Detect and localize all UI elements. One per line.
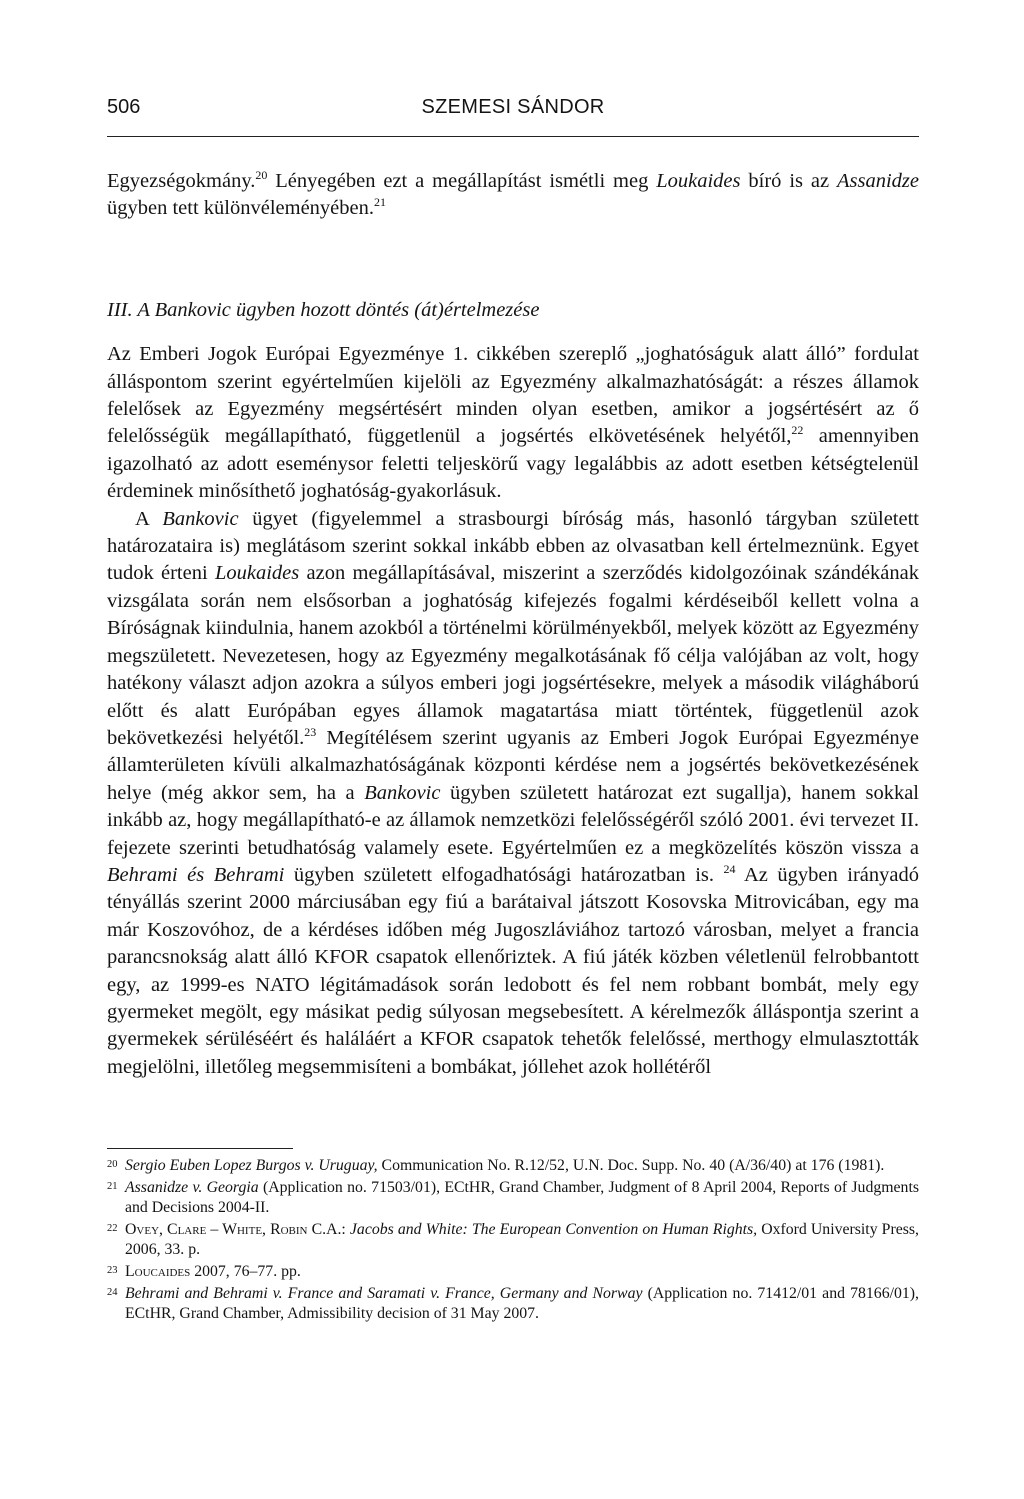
text-run: ügyben született határozat ezt sugallja), hanem sokkal inkább az, hogy megállapítható-e az államok nemzetközi felelősségéről szóló 2001. évi tervezet II. fejezete szerinti betudhatóság valamely esete. Egyértelműen ez a megközelítés köszön vissza a (107, 781, 919, 859)
italic-run: Bankovic (162, 507, 239, 530)
text-run: 2007, 76–77. pp. (190, 1263, 301, 1280)
main-text (107, 168, 919, 1081)
text-run: Az Emberi Jogok Európai Egyezménye 1. cikkében szereplő „joghatóságuk alatt álló” fordulat álláspontom szerint egyértelműen kijelöli az Egyezmény alkalmazhatóságát: a részes államok felelősek az Egyezmény megsértésért minden olyan esetben, amikor a jogsértésért az ő felelősségük megállapítható, függetlenül a jogsértés elkövetésének helyétől, (107, 343, 919, 448)
italic-run: Jacobs and White: The European Convention on Human Rights, (349, 1221, 758, 1238)
footnote-ref-24: 24 (723, 861, 736, 876)
text-run: A (135, 507, 163, 530)
text-run: Az ügyben irányadó tényállás szerint 2000 márciusában egy fiú a barátaival játszott Kosovska Mitrovicában, egy ma már Koszovóhoz, de a kérdéses időben még Jugoszláviához tartozó városban, melyet a francia parancsnokság alatt álló KFOR csapatok ellenőriztek. A fiú játék közben véletlenül felrobbantott egy, az 1999-es NATO légitámadások során ledobott és fel nem robbant bombát, mely egy gyermeket megölt, egy másikat pedig súlyosan megsebesített. A kérelmezők álláspontja szerint a gyermekek sérüléséért és haláláért a KFOR csapatok tehetők felelőssé, merthogy elmulasztották megjelölni, illetőleg megsemmisíteni a bombákat, jóllehet azok hollétéről (107, 863, 920, 1078)
footnote-23 (107, 1262, 919, 1282)
text-run: C.A.: (307, 1221, 350, 1238)
footnote-number: 20 (107, 1159, 118, 1170)
header-rule (107, 136, 919, 137)
footnote-ref-23: 23 (304, 724, 317, 739)
page-header (107, 96, 919, 126)
text-run: azon megállapításával, miszerint a szerződés kidolgozóinak szándékának vizsgálata során nem elsősorban a joghatóság kifejezés fogalmi kérdéseiből kellett volna a Bíróságnak kiindulnia, hanem azokból a történelmi körülményekből, melyek között az Egyezmény megszületett. Nevezetesen, hogy az Egyezmény megalkotásának fő célja valójában az volt, hogy hatékony választ adjon azokra a súlyos emberi jogi jogsértésekre, melyek a második világháború előtt és alatt Európában egyes államok magatartása miatt történtek, függetlenül azok bekövetkezési helyétől. (107, 562, 919, 749)
smallcaps-run: Loucaides (125, 1263, 191, 1280)
footnote-number: 23 (107, 1265, 118, 1276)
footnote-number: 22 (107, 1223, 118, 1234)
footnote-22 (107, 1220, 919, 1260)
paragraph-1 (107, 168, 919, 223)
footnotes (107, 1156, 919, 1326)
running-head: SZEMESI SÁNDOR (421, 96, 605, 118)
italic-run: Sergio Euben Lopez Burgos v. Uruguay, (125, 1157, 378, 1174)
footnote-ref-21: 21 (374, 195, 386, 210)
text-run: bíró is az (740, 170, 837, 192)
page-number: 506 (107, 96, 141, 118)
text-run: Oxford University Press, 2006, 33. p. (125, 1221, 919, 1258)
text-run: (Application no. 71412/01 and 78166/01), ECtHR, Grand Chamber, Admissibility decision of 31 May 2007. (125, 1285, 919, 1322)
section-heading: III. A Bankovic ügyben hozott döntés (át)értelmezése (107, 298, 540, 321)
italic-run: Loukaides (656, 170, 741, 192)
footnote-21 (107, 1178, 919, 1218)
paragraph-3 (107, 506, 919, 1082)
footnote-20 (107, 1156, 919, 1176)
footnote-number: 24 (107, 1287, 118, 1298)
footnote-ref-20: 20 (255, 168, 268, 182)
text-run: (Application no. 71503/01), ECtHR, Grand Chamber, Judgment of 8 April 2004, Reports of Judgments and Decisions 2004-II. (125, 1179, 919, 1216)
text-run: ügyben született elfogadhatósági határozatban is. (284, 863, 724, 886)
footnote-ref-22: 22 (791, 423, 804, 438)
italic-run: Behrami and Behrami v. France and Saramati v. France, Germany and Norway (125, 1285, 643, 1302)
paragraph-2 (107, 341, 919, 505)
italic-run: Loukaides (214, 562, 300, 585)
text-run: Megítélésem szerint ugyanis az Emberi Jogok Európai Egyezménye államterületen kívüli alkalmazhatóságának központi kérdése nem a jogsértés bekövetkezésének helye (még akkor sem, ha a (107, 726, 919, 804)
text-run: Lényegében ezt a megállapítást ismétli meg (267, 170, 657, 192)
footnote-separator (107, 1148, 293, 1149)
text-run: ügyet (figyelemmel a strasbourgi bíróság más, hasonló tárgyban született határozataira is) meglátásom szerint sokkal inkább ebben az olvasatban kell értelmeznünk. Egyet tudok érteni (107, 507, 919, 585)
italic-run: Assanidze (837, 170, 919, 192)
footnote-24 (107, 1284, 919, 1324)
italic-run: Assanidze v. Georgia (125, 1179, 259, 1196)
text-run: Egyezségokmány. (107, 170, 256, 192)
footnote-number: 21 (107, 1181, 118, 1192)
smallcaps-run: Ovey, Clare – White, Robin (125, 1221, 308, 1238)
italic-run: Behrami és Behrami (107, 863, 285, 886)
text-run: amennyiben igazolható az adott eseménysor feletti teljeskörű vagy legalábbis az adott esetben kétségtelenül érdeminek minősíthető joghatóság-gyakorlásuk. (107, 425, 919, 503)
text-run: ügyben tett különvéleményében. (107, 197, 374, 220)
italic-run: Bankovic (364, 781, 441, 804)
text-run: Communication No. R.12/52, U.N. Doc. Supp. No. 40 (A/36/40) at 176 (1981). (377, 1157, 885, 1174)
